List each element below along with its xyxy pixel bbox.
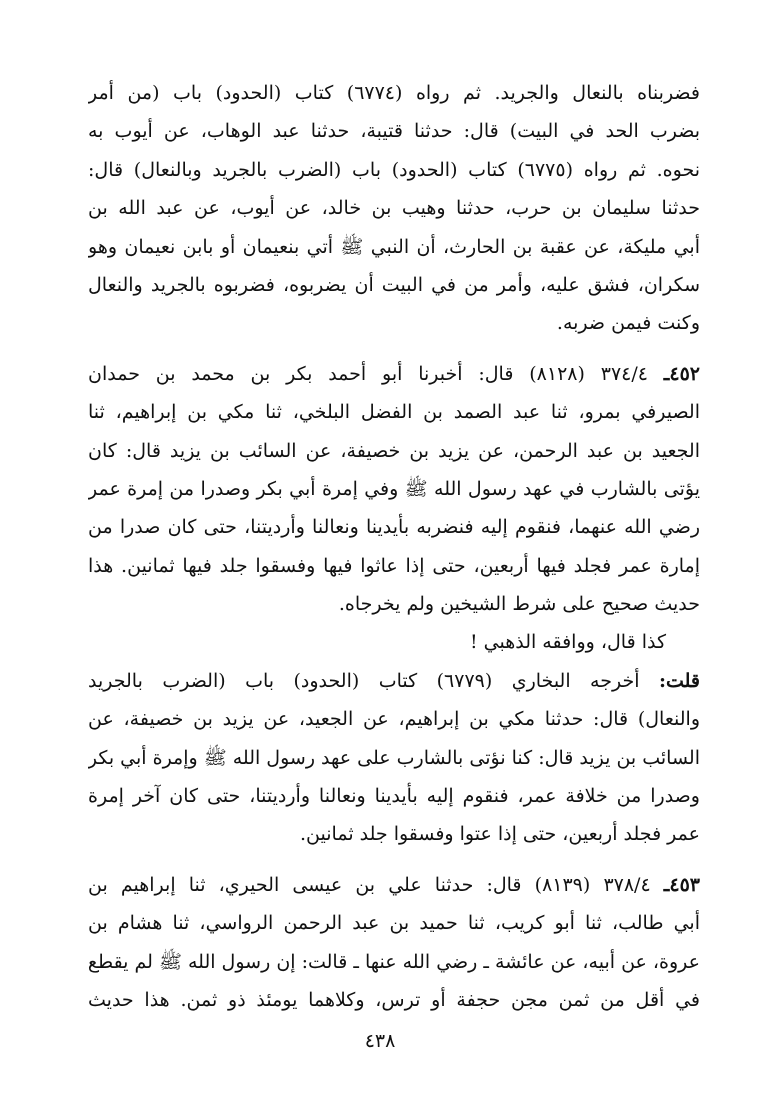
text-line: أبي مليكة، عن عقبة بن الحارث، أن النبي ﷺ أتي بنعيمان أو بابن نعيمان وهو: [88, 235, 700, 258]
text-line: عروة، عن أبيه، عن عائشة ـ رضي الله عنها ـ قالت: إن رسول الله ﷺ لم يقطع: [88, 950, 700, 973]
hadith-453: [88, 866, 700, 1020]
text-line: [88, 662, 700, 700]
paragraph-1: [88, 74, 700, 343]
text-line: إمارة عمر فجلد فيها أربعين، حتى إذا عاثوا فيها وفسقوا جلد فيها ثمانين. هذا: [88, 554, 700, 577]
text-line: والنعال) قال: حدثنا مكي بن إبراهيم، عن الجعيد، عن يزيد بن خصيفة، عن: [88, 708, 700, 731]
qultu-paragraph: [88, 662, 700, 854]
hadith-number: ٤٥٣ـ: [663, 873, 700, 896]
text-line: [88, 355, 700, 393]
text-line: حدثنا سليمان بن حرب، حدثنا وهيب بن خالد، عن أيوب، عن عبد الله بن: [88, 197, 700, 220]
comment-paragraph: [88, 623, 700, 661]
text-span: ٣٧٤/٤ (٨١٢٨) قال: أخبرنا أبو أحمد بكر بن محمد بن حمدان: [88, 362, 648, 385]
text-line: كذا قال، ووافقه الذهبي !: [469, 631, 666, 654]
text-line: أبي طالب، ثنا أبو كريب، ثنا حميد بن عبد الرحمن الرواسي، ثنا هشام بن: [88, 912, 700, 935]
text-line: في أقل من ثمن مجن حجفة أو ترس، وكلاهما يومئذ ذو ثمن. هذا حديث: [88, 988, 700, 1011]
text-span: أخرجه البخاري (٦٧٧٩) كتاب (الحدود) باب (الضرب بالجريد: [88, 669, 640, 692]
text-line: رضي الله عنهما، فنقوم إليه فنضربه بأيدينا ونعالنا وأرديتنا، حتى كان صدرا من: [88, 516, 700, 539]
text-line: وصدرا من خلافة عمر، فنقوم إليه بأيدينا ونعالنا وأرديتنا، حتى كان آخر إمرة: [88, 785, 700, 808]
text-line: فضربناه بالنعال والجريد. ثم رواه (٦٧٧٤) كتاب (الحدود) باب (من أمر: [88, 82, 700, 104]
text-line: يؤتى بالشارب في عهد رسول الله ﷺ وفي إمرة أبي بكر وصدرا من إمرة عمر: [88, 477, 700, 500]
text-line: بضرب الحد في البيت) قال: حدثنا قتيبة، حدثنا عبد الوهاب، عن أيوب به: [88, 120, 700, 143]
text-line: الصيرفي بمرو، ثنا عبد الصمد بن الفضل البلخي، ثنا مكي بن إبراهيم، ثنا: [88, 401, 700, 424]
document-page: [88, 74, 700, 1019]
hadith-452: [88, 355, 700, 624]
text-line: وكنت فيمن ضربه.: [556, 312, 700, 335]
hadith-number: ٤٥٢ـ: [663, 362, 700, 385]
text-line: الجعيد بن عبد الرحمن، عن يزيد بن خصيفة، عن السائب بن يزيد قال: كان: [88, 439, 700, 462]
text-line: حديث صحيح على شرط الشيخين ولم يخرجاه.: [338, 593, 700, 616]
text-line: السائب بن يزيد قال: كنا نؤتى بالشارب على عهد رسول الله ﷺ وإمرة أبي بكر: [88, 746, 700, 769]
text-line: سكران، فشق عليه، وأمر من في البيت أن يضربوه، فضربوه بالجريد والنعال: [88, 273, 700, 296]
page-number: ٤٣٨: [364, 1030, 396, 1052]
text-line: نحوه. ثم رواه (٦٧٧٥) كتاب (الحدود) باب (الضرب بالجريد وبالنعال) قال:: [88, 158, 700, 181]
qultu-label: قلت:: [658, 669, 700, 692]
text-line: عمر فجلد أربعين، حتى إذا عتوا وفسقوا جلد ثمانين.: [300, 823, 700, 846]
text-line: [88, 866, 700, 904]
text-span: ٣٧٨/٤ (٨١٣٩) قال: حدثنا علي بن عيسى الحيري، ثنا إبراهيم بن: [88, 873, 651, 896]
